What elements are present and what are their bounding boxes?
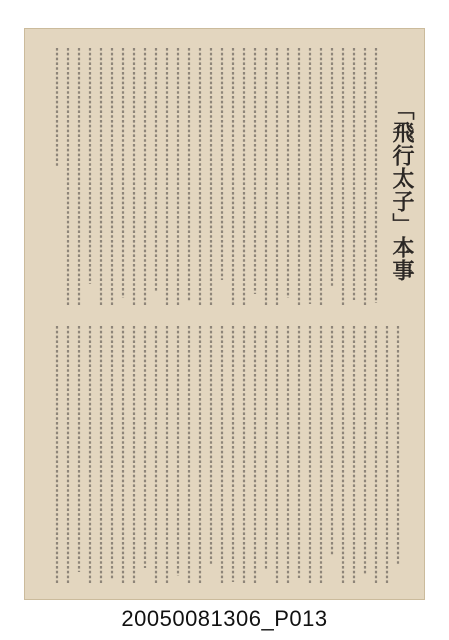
document-page: [24, 28, 425, 600]
text-column-strokes: [57, 48, 376, 306]
document-title: 「飛行太子」本事: [389, 98, 415, 282]
image-caption: 20050081306_P013: [121, 606, 328, 631]
body-text-lower: [52, 326, 404, 588]
body-text-upper: [52, 48, 382, 310]
text-column-strokes: [57, 326, 398, 584]
